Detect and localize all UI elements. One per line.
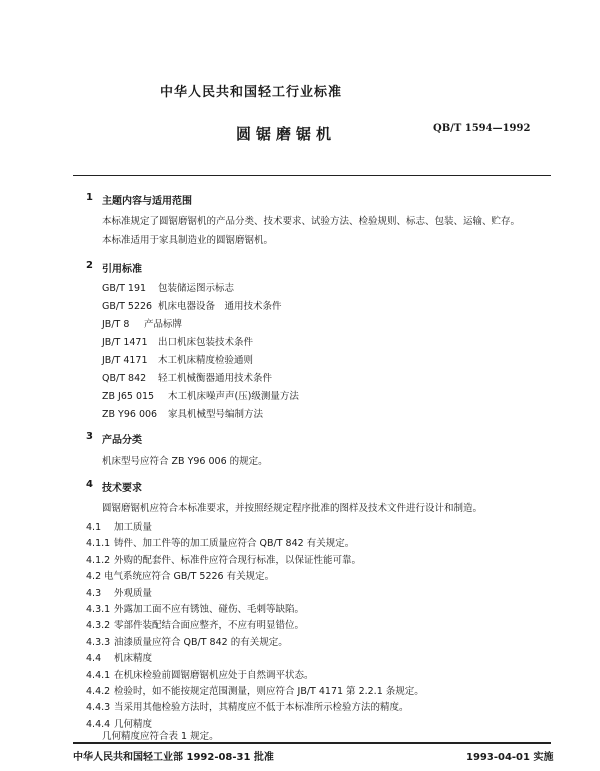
clause-number: 4.1.2 <box>86 554 111 566</box>
clause-text: 外购的配套件、标准件应符合现行标准，以保证性能可靠。 <box>114 554 362 566</box>
section-4-number: 4 <box>86 479 93 490</box>
header-rule <box>73 175 551 176</box>
clause-number: 4.4.3 <box>86 702 111 714</box>
clause-number: 4.4.2 <box>86 686 111 697</box>
section-4-title: 技术要求 <box>102 483 142 494</box>
clause-text: 检验时，如不能按规定范围测量，则应符合 JB/T 4171 第 2.2.1 条规定。 <box>114 686 424 697</box>
clause-item <box>86 585 152 599</box>
clause-number: 4.1 <box>86 522 102 533</box>
reference-name: 轻工机械衡器通用技术条件 <box>158 373 273 384</box>
reference-name: 出口机床包装技术条件 <box>158 337 254 348</box>
reference-item <box>102 316 182 330</box>
clause-number: 4.3.1 <box>86 604 111 615</box>
section-1-title: 主题内容与适用范围 <box>102 196 192 207</box>
reference-code: JB/T 8 <box>102 319 130 330</box>
clause-text: 油漆质量应符合 QB/T 842 的有关规定。 <box>114 636 288 648</box>
clause-number: 4.3.2 <box>86 620 111 632</box>
clause-number: 4.1.1 <box>86 538 111 550</box>
clause-text: 电气系统应符合 GB/T 5226 有关规定。 <box>104 571 275 583</box>
clause-item <box>86 699 409 713</box>
reference-code: QB/T 842 <box>102 373 147 384</box>
section-4-para-1: 圆锯磨锯机应符合本标准要求，并按照经规定程序批准的图样及技术文件进行设计和制造。 <box>102 503 483 514</box>
reference-name: 木工机床精度检验通则 <box>158 355 254 366</box>
reference-code: GB/T 191 <box>102 283 147 294</box>
clause-text: 零部件装配结合面应整齐，不应有明显错位。 <box>114 620 305 632</box>
reference-name: 家具机械型号编制方法 <box>168 409 264 420</box>
clause-text: 机床精度 <box>114 653 153 665</box>
clause-item <box>86 634 288 648</box>
reference-item <box>102 352 253 366</box>
clause-number: 4.4.1 <box>86 669 111 681</box>
reference-name: 木工机床噪声声(压)级测量方法 <box>168 391 299 402</box>
clause-text: 在机床检验前圆锯磨锯机应处于自然调平状态。 <box>114 669 314 681</box>
clause-text: 外露加工面不应有锈蚀、碰伤、毛刺等缺陷。 <box>114 604 305 615</box>
clause-item <box>86 667 314 681</box>
reference-item <box>102 334 253 348</box>
clause-text: 几何精度 <box>114 718 153 730</box>
clause-item <box>86 601 304 615</box>
clause-text: 加工质量 <box>114 522 153 533</box>
reference-code: ZB J65 015 <box>102 391 155 402</box>
clause-number: 4.3.3 <box>86 636 111 648</box>
clause-item <box>86 568 274 582</box>
reference-name: 包装储运图示标志 <box>158 283 235 294</box>
clause-text: 铸件、加工件等的加工质量应符合 QB/T 842 有关规定。 <box>114 538 355 550</box>
implement-text: 1993-04-01 实施 <box>466 752 554 763</box>
standard-number: QB/T 1594—1992 <box>433 123 531 134</box>
approval-text: 中华人民共和国轻工业部 1992-08-31 批准 <box>73 752 274 763</box>
section-3-number: 3 <box>86 431 93 442</box>
section-1-number: 1 <box>86 192 93 203</box>
section-1-para-1: 本标准规定了圆锯磨锯机的产品分类、技术要求、试验方法、检验规则、标志、包装、运输、贮存。 <box>102 216 521 227</box>
section-3-para-1: 机床型号应符合 ZB Y96 006 的规定。 <box>102 456 268 467</box>
reference-item <box>102 298 282 312</box>
clause-item <box>86 650 152 664</box>
clause-item <box>86 617 304 631</box>
section-2-number: 2 <box>86 260 93 271</box>
clause-item <box>86 683 424 697</box>
clause-number: 4.4.4 <box>86 718 111 730</box>
clause-number: 4.3 <box>86 587 102 599</box>
reference-code: GB/T 5226 <box>102 301 153 312</box>
clause-text: 当采用其他检验方法时，其精度应不低于本标准所示检验方法的精度。 <box>114 702 409 714</box>
clause-number: 4.2 <box>86 571 102 583</box>
reference-name: 机床电器设备 通用技术条件 <box>158 301 282 312</box>
org-title: 中华人民共和国轻工行业标准 <box>160 85 343 100</box>
reference-item <box>102 370 272 384</box>
reference-name: 产品标牌 <box>144 319 183 330</box>
clause-item <box>86 716 152 730</box>
clause-text: 外观质量 <box>114 587 153 599</box>
section-2-title: 引用标准 <box>102 264 142 275</box>
reference-code: ZB Y96 006 <box>102 409 158 420</box>
doc-title: 圆锯磨锯机 <box>236 125 337 143</box>
reference-item <box>102 406 263 420</box>
reference-item <box>102 388 299 402</box>
reference-code: JB/T 4171 <box>102 355 148 366</box>
section-3-title: 产品分类 <box>102 435 142 446</box>
clause-number: 4.4 <box>86 653 102 665</box>
clause-item <box>86 519 152 533</box>
reference-code: JB/T 1471 <box>102 337 148 348</box>
section-4-last-para: 几何精度应符合表 1 规定。 <box>102 731 219 743</box>
reference-item <box>102 280 234 294</box>
footer-rule <box>73 742 551 744</box>
clause-item <box>86 535 354 549</box>
section-1-para-2: 本标准适用于家具制造业的圆锯磨锯机。 <box>102 235 274 246</box>
clause-item <box>86 552 361 566</box>
